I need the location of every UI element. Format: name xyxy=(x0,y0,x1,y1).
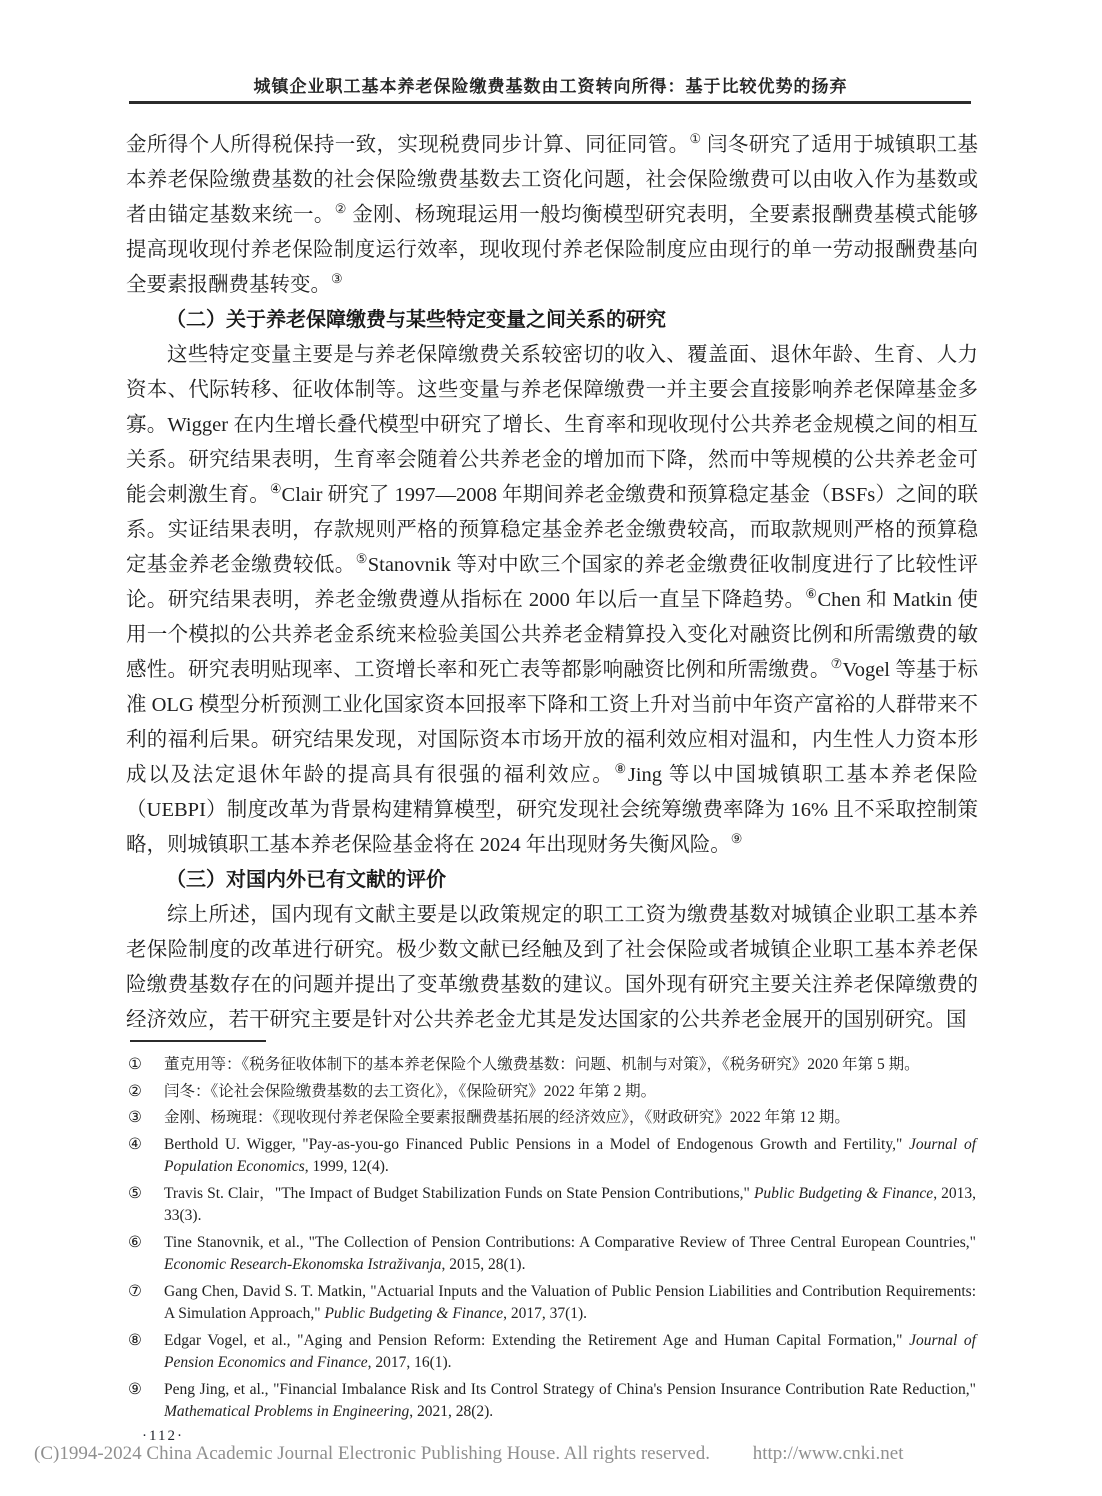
footnote-marker: ④ xyxy=(128,1135,142,1153)
journal-name: Economic Research-Ekonomska Istraživanja xyxy=(164,1256,442,1273)
footnote-marker: ⑦ xyxy=(128,1282,142,1300)
footnote-item xyxy=(128,1107,976,1130)
text-run: （二）关于养老保障缴费与某些特定变量之间关系的研究 xyxy=(166,309,666,331)
footnote-ref: ⑤ xyxy=(355,551,368,567)
footnote-text xyxy=(164,1054,976,1077)
footnote-ref: ⑦ xyxy=(830,656,843,672)
text-run: 闫冬研究了适用于城镇职工基本养老保险缴费基数的社会保险缴费基数去工资化问题，社会保险缴费可以由收入作为基数或者由锚定基数来统一。 xyxy=(126,134,979,226)
footnote-text xyxy=(164,1183,976,1228)
copyright-text: (C)1994-2024 China Academic Journal Electronic Publishing House. All rights reserved. xyxy=(34,1443,710,1464)
footnote-marker: ① xyxy=(128,1056,142,1073)
text-run: Edgar Vogel, et al., "Aging and Pension Reform: Extending the Retirement Age and Human Capital Formation," xyxy=(164,1331,910,1349)
footnote-rule xyxy=(130,1040,266,1042)
footnote-item xyxy=(128,1081,976,1104)
text-run: , 2013, 33(3). xyxy=(164,1184,977,1224)
footnote-item xyxy=(128,1134,976,1179)
journal-name: Public Budgeting & Finance xyxy=(753,1184,934,1202)
footnote-marker: ③ xyxy=(128,1109,142,1126)
section-heading xyxy=(126,863,978,898)
paragraph xyxy=(126,338,978,863)
text-run: Vogel 等基于标准 OLG 模型分析预测工业化国家资本回报率下降和工资上升对当前中年资产富裕的人群带来不利的福利后果。研究结果发现，对国际资本市场开放的福利效应相对温和，内生性人力资本形成以及法定退休年龄的提高具有很强的福利效应。 xyxy=(126,659,979,786)
text-run: 董克用等：《税务征收体制下的基本养老保险个人缴费基数：问题、机制与对策》，《税务研究》2020 年第 5 期。 xyxy=(164,1056,920,1073)
footnote-ref: ④ xyxy=(269,481,282,497)
text-run: Peng Jing, et al., "Financial Imbalance Risk and Its Control Strategy of China's Pension Insurance Contribution Rate Reduction," xyxy=(164,1380,976,1398)
footnote-item xyxy=(128,1232,976,1277)
text-run: 综上所述，国内现有文献主要是以政策规定的职工工资为缴费基数对城镇企业职工基本养老保险制度的改革进行研究。极少数文献已经触及到了社会保险或者城镇企业职工基本养老保险缴费基数存在的问题并提出了变革缴费基数的建议。国外现有研究主要关注养老保障缴费的经济效应，若干研究主要是针对公共养老金尤其是发达国家的公共养老金展开的国别研究。国 xyxy=(126,904,978,1031)
footnote-text xyxy=(164,1134,976,1179)
text-run: 金刚、杨琬琨：《现收现付养老保险全要素报酬费基拓展的经济效应》，《财政研究》2022 年第 12 期。 xyxy=(164,1109,850,1126)
body-blocks xyxy=(126,128,978,1038)
text-run: , 2021, 28(2). xyxy=(409,1403,494,1420)
footnote-item xyxy=(128,1330,976,1375)
text-run: 这些特定变量主要是与养老保障缴费关系较密切的收入、覆盖面、退休年龄、生育、人力资本、代际转移、征收体制等。这些变量与养老保障缴费一并主要会直接影响养老保障基金多寡。Wigger 在内生增长叠代模型中研究了增长、生育率和现收现付公共养老金规模之间的相互关系。研究结果表明，生育率会随着公共养老金的增加而下降，然而中等规模的公共养老金可能会刺激生育。 xyxy=(126,344,978,506)
footnote-text xyxy=(164,1081,976,1104)
running-head-title: 城镇企业职工基本养老保险缴费基数由工资转向所得：基于比较优势的扬弃 xyxy=(253,77,848,96)
text-run: Gang Chen, David S. T. Matkin, "Actuarial Inputs and the Valuation of Public Pension Liabilities and Contribution Requirements: A Simulation Approach," xyxy=(164,1282,976,1322)
journal-name: Journal of Population Economics xyxy=(164,1135,977,1175)
paragraph xyxy=(126,128,978,303)
text-run: , 2017, 37(1). xyxy=(503,1305,588,1322)
footnote-item xyxy=(128,1183,976,1228)
text-run: 金所得个人所得税保持一致，实现税费同步计算、同征同管。 xyxy=(126,134,690,156)
text-run: Berthold U. Wigger, "Pay-as-you-go Financed Public Pensions in a Model of Endogenous Growth and Fertility," xyxy=(164,1135,910,1153)
footnote-marker: ⑧ xyxy=(128,1331,142,1349)
footnote-text xyxy=(164,1107,976,1130)
text-run: Jing 等以中国城镇职工基本养老保险（UEBPI）制度改革为背景构建精算模型，研究发现社会统筹缴费率降为 16% 且不采取控制策略，则城镇职工基本养老保险基金将在 2024 年出现财务失衡风险。 xyxy=(126,764,978,856)
section-heading xyxy=(126,303,978,338)
copyright-line xyxy=(34,1443,1074,1465)
footnote-item xyxy=(128,1379,976,1424)
text-run: Chen 和 Matkin 使用一个模拟的公共养老金系统来检验美国公共养老金精算投入变化对融资比例和所需缴费的敏感性。研究表明贴现率、工资增长率和死亡表等都影响融资比例和所需缴费。 xyxy=(126,589,979,681)
text-run: Tine Stanovnik, et al., "The Collection of Pension Contributions: A Comparative Review of Three Central European Countries," xyxy=(164,1233,976,1251)
text-run: Clair 研究了 1997—2008 年期间养老金缴费和预算稳定基金（BSFs）之间的联系。实证结果表明，存款规则严格的预算稳定基金养老金缴费较高，而取款规则严格的预算稳定基金养老金缴费较低。 xyxy=(126,484,979,576)
page-number: ·112· xyxy=(142,1428,184,1444)
footnote-zone xyxy=(128,1040,976,1428)
text-run: , 2015, 28(1). xyxy=(441,1256,526,1273)
text-run: 闫冬：《论社会保险缴费基数的去工资化》，《保险研究》2022 年第 2 期。 xyxy=(164,1082,657,1100)
text-run: , 2017, 16(1). xyxy=(367,1354,452,1371)
footnote-text xyxy=(164,1281,976,1326)
text-run: 金刚、杨琬琨运用一般均衡模型研究表明，全要素报酬费基模式能够提高现收现付养老保险制度运行效率，现收现付养老保险制度应由现行的单一劳动报酬费基向全要素报酬费基转变。 xyxy=(126,204,979,296)
publisher-url: http://www.cnki.net xyxy=(752,1443,904,1464)
footnote-ref: ⑧ xyxy=(614,761,628,777)
footnote-ref: ① xyxy=(689,131,702,147)
paragraph xyxy=(126,898,978,1038)
journal-name: Mathematical Problems in Engineering xyxy=(164,1403,410,1420)
footnote-ref: ⑥ xyxy=(805,586,818,602)
footnote-item xyxy=(128,1054,976,1077)
footnote-text xyxy=(164,1330,976,1375)
footnote-ref: ③ xyxy=(331,271,343,287)
footnote-marker: ⑨ xyxy=(128,1380,142,1398)
footnote-ref: ⑨ xyxy=(730,831,743,847)
footnote-ref: ② xyxy=(334,201,347,217)
header-rule xyxy=(129,101,971,104)
text-run: Travis St. Clair，"The Impact of Budget Stabilization Funds on State Pension Contributions," xyxy=(164,1184,754,1202)
journal-name: Public Budgeting & Finance xyxy=(324,1305,504,1322)
text-run: （三）对国内外已有文献的评价 xyxy=(166,869,446,891)
footnote-list xyxy=(128,1054,976,1424)
footnote-text xyxy=(164,1232,976,1277)
text-run: Stanovnik 等对中欧三个国家的养老金缴费征收制度进行了比较性评论。研究结果表明，养老金缴费遵从指标在 2000 年以后一直呈下降趋势。 xyxy=(126,554,979,611)
text-run: , 1999, 12(4). xyxy=(304,1158,389,1175)
footnote-item xyxy=(128,1281,976,1326)
footnote-marker: ② xyxy=(128,1082,142,1100)
footnote-marker: ⑥ xyxy=(128,1233,142,1251)
footnote-text xyxy=(164,1379,976,1424)
journal-name: Journal of Pension Economics and Finance xyxy=(164,1331,976,1371)
footnote-marker: ⑤ xyxy=(128,1184,142,1202)
